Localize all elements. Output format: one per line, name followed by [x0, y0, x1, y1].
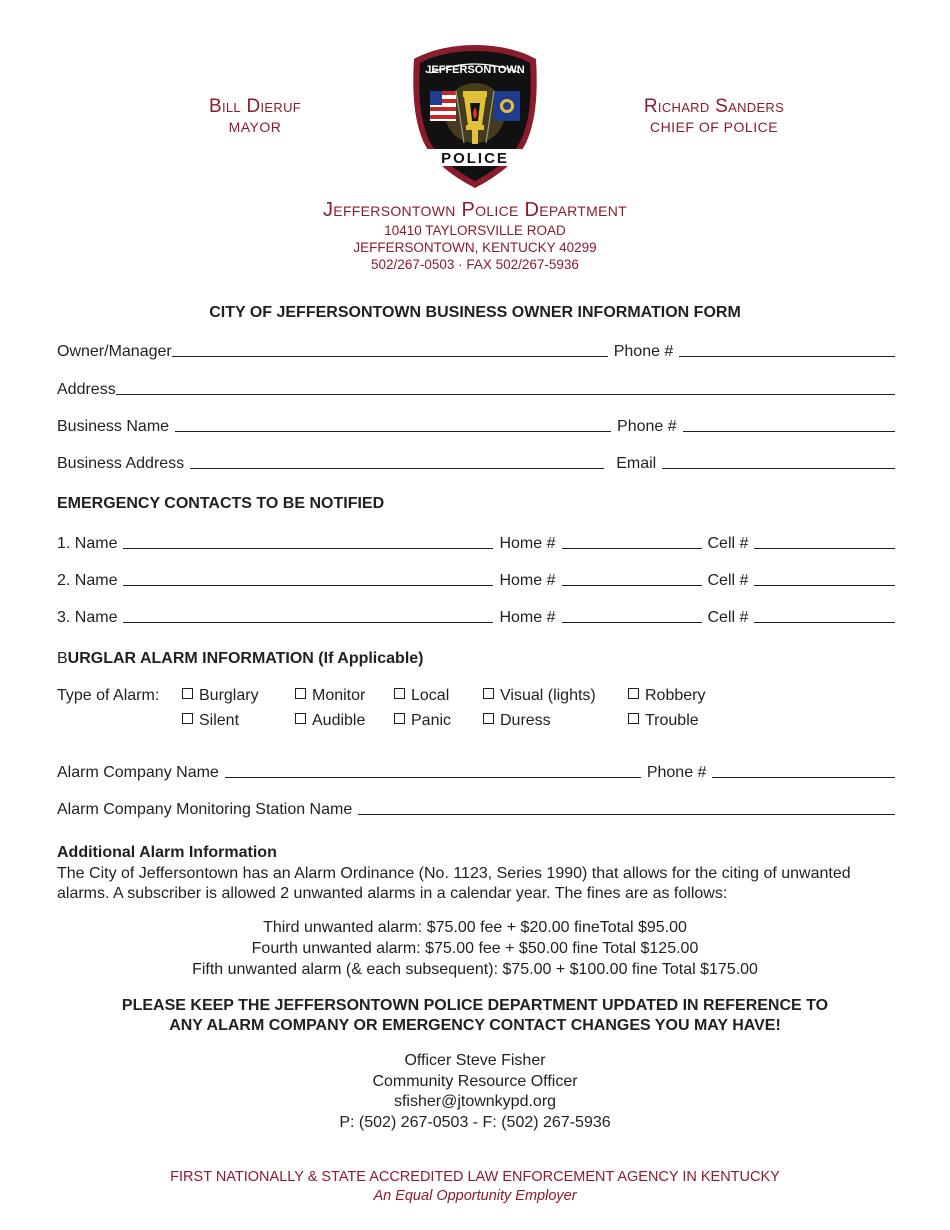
alarm-company-row	[57, 760, 895, 782]
contact-row-3	[57, 605, 895, 627]
checkbox-duress[interactable]	[483, 712, 551, 730]
emergency-heading: EMERGENCY CONTACTS TO BE NOTIFIED	[57, 495, 385, 512]
checkbox-burglary[interactable]	[182, 687, 259, 705]
email-label: Email	[616, 455, 657, 472]
fine-fourth: Fourth unwanted alarm: $75.00 fee + $50.00 fine Total $125.00	[251, 940, 699, 957]
checkbox-icon	[182, 688, 193, 699]
owner-row	[57, 339, 895, 361]
officer-name: Officer Steve Fisher	[404, 1052, 546, 1069]
checkbox-label: Visual (lights)	[500, 687, 596, 704]
mayor-name: Bill Dieruf	[208, 96, 302, 117]
alarm-heading-first-letter: B	[57, 650, 68, 667]
contact-2-home-label: Home #	[499, 572, 556, 589]
alarm-phone-label: Phone #	[646, 764, 707, 781]
checkbox-label: Burglary	[199, 687, 259, 704]
business-phone-label: Phone #	[617, 418, 677, 435]
chief-title: CHIEF OF POLICE	[649, 119, 779, 135]
contact-2-cell-label: Cell #	[707, 572, 749, 589]
alarm-company-label: Alarm Company Name	[57, 764, 219, 781]
checkbox-icon	[483, 688, 494, 699]
checkbox-robbery[interactable]	[628, 687, 705, 705]
business-name-label: Business Name	[57, 418, 170, 435]
checkbox-icon	[628, 688, 639, 699]
contact-1-cell-label: Cell #	[707, 535, 749, 552]
contact-2-home-field[interactable]	[562, 585, 702, 586]
checkbox-trouble[interactable]	[628, 712, 699, 730]
mayor-block	[150, 96, 360, 135]
owner-phone-label: Phone #	[613, 343, 674, 360]
checkbox-icon	[483, 713, 494, 724]
business-name-row	[57, 414, 895, 436]
contact-1-home-field[interactable]	[562, 548, 702, 549]
business-address-field[interactable]	[190, 468, 604, 469]
contact-1-cell-field[interactable]	[754, 548, 895, 549]
alarm-heading-text: URGLAR ALARM INFORMATION (If Applicable)	[67, 650, 424, 667]
owner-label: Owner/Manager	[57, 343, 172, 360]
contact-3-name-label: 3. Name	[57, 609, 118, 626]
alarm-type-label: Type of Alarm:	[57, 687, 160, 704]
owner-field[interactable]	[172, 356, 608, 357]
department-header	[0, 199, 950, 273]
department-phone-fax: 502/267-0503 · FAX 502/267-5936	[371, 257, 579, 272]
address-label: Address	[57, 381, 116, 398]
contact-row-2	[57, 568, 895, 590]
contact-2-name-field[interactable]	[123, 585, 493, 586]
checkbox-label: Local	[411, 687, 450, 704]
owner-phone-field[interactable]	[679, 356, 895, 357]
contact-3-cell-label: Cell #	[707, 609, 749, 626]
accreditation-footer: FIRST NATIONALLY & STATE ACCREDITED LAW ENFORCEMENT AGENCY IN KENTUCKY	[170, 1169, 780, 1185]
alarm-heading	[57, 650, 424, 668]
officer-title: Community Resource Officer	[372, 1072, 578, 1090]
chief-name: Richard Sanders	[643, 96, 785, 117]
alarm-phone-field[interactable]	[712, 777, 895, 778]
update-notice-line1: PLEASE KEEP THE JEFFERSONTOWN POLICE DEPARTMENT UPDATED IN REFERENCE TO	[121, 997, 829, 1014]
police-badge-logo	[410, 43, 540, 190]
checkbox-silent[interactable]	[182, 712, 239, 730]
equal-opportunity-footer: An Equal Opportunity Employer	[373, 1188, 577, 1204]
address-field[interactable]	[116, 394, 895, 395]
checkbox-label: Robbery	[645, 687, 706, 704]
monitoring-station-row	[57, 797, 895, 819]
checkbox-icon	[182, 713, 193, 724]
contact-row-1	[57, 531, 895, 553]
checkbox-icon	[628, 713, 639, 724]
checkbox-visual-lights[interactable]	[483, 687, 596, 705]
address-row	[57, 377, 895, 399]
checkbox-icon	[394, 688, 405, 699]
update-notice-line2: ANY ALARM COMPANY OR EMERGENCY CONTACT CHANGES YOU MAY HAVE!	[169, 1017, 781, 1034]
badge-top-text: JEFFERSONTOWN	[425, 64, 525, 76]
checkbox-label: Audible	[312, 712, 366, 729]
checkbox-label: Monitor	[312, 687, 366, 704]
business-phone-field[interactable]	[683, 431, 895, 432]
contact-1-name-label: 1. Name	[57, 535, 118, 552]
checkbox-panic[interactable]	[394, 712, 451, 730]
contact-1-home-label: Home #	[499, 535, 556, 552]
contact-3-name-field[interactable]	[123, 622, 493, 623]
officer-email[interactable]: sfisher@jtownkypd.org	[393, 1093, 557, 1110]
checkbox-icon	[295, 713, 306, 724]
checkbox-icon	[295, 688, 306, 699]
checkbox-label: Panic	[411, 712, 452, 729]
checkbox-label: Duress	[500, 712, 551, 729]
fine-fifth: Fifth unwanted alarm (& each subsequent): $75.00 + $100.00 fine Total $175.00	[192, 961, 758, 978]
checkbox-local[interactable]	[394, 687, 449, 705]
checkbox-icon	[394, 713, 405, 724]
officer-phones: P: (502) 267-0503 - F: (502) 267-5936	[339, 1113, 611, 1131]
fine-third: Third unwanted alarm: $75.00 fee + $20.00 fineTotal $95.00	[263, 919, 687, 936]
contact-2-name-label: 2. Name	[57, 572, 118, 589]
update-notice	[0, 996, 950, 1036]
department-name: Jeffersontown Police Department	[323, 199, 627, 221]
monitoring-station-label: Alarm Company Monitoring Station Name	[57, 801, 353, 818]
alarm-company-field[interactable]	[225, 777, 641, 778]
contact-3-cell-field[interactable]	[754, 622, 895, 623]
department-street: 10410 TAYLORSVILLE ROAD	[384, 223, 566, 238]
business-address-row	[57, 451, 895, 473]
email-field[interactable]	[662, 468, 895, 469]
contact-1-name-field[interactable]	[123, 548, 493, 549]
business-address-label: Business Address	[57, 455, 185, 472]
checkbox-label: Trouble	[645, 712, 699, 729]
contact-3-home-field[interactable]	[562, 622, 702, 623]
department-city: JEFFERSONTOWN, KENTUCKY 40299	[353, 240, 597, 255]
badge-shield-icon	[410, 43, 540, 190]
checkbox-monitor[interactable]	[295, 687, 365, 705]
officer-contact	[0, 1051, 950, 1133]
monitoring-station-field[interactable]	[358, 814, 895, 815]
mayor-title: MAYOR	[228, 119, 282, 135]
checkbox-audible[interactable]	[295, 712, 365, 730]
chief-block	[600, 96, 828, 135]
checkbox-label: Silent	[199, 712, 240, 729]
additional-heading: Additional Alarm Information	[57, 844, 277, 861]
contact-2-cell-field[interactable]	[754, 585, 895, 586]
contact-3-home-label: Home #	[499, 609, 556, 626]
badge-bottom-text: POLICE	[441, 150, 509, 167]
business-name-field[interactable]	[175, 431, 611, 432]
form-title: CITY OF JEFFERSONTOWN BUSINESS OWNER INFORMATION FORM	[209, 304, 741, 321]
ordinance-paragraph: The City of Jeffersontown has an Alarm Ordinance (No. 1123, Series 1990) that allows for the citing of unwanted alarms. A subscriber is allowed 2 unwanted alarms in a calendar year. The fines are as follows:	[57, 865, 851, 902]
